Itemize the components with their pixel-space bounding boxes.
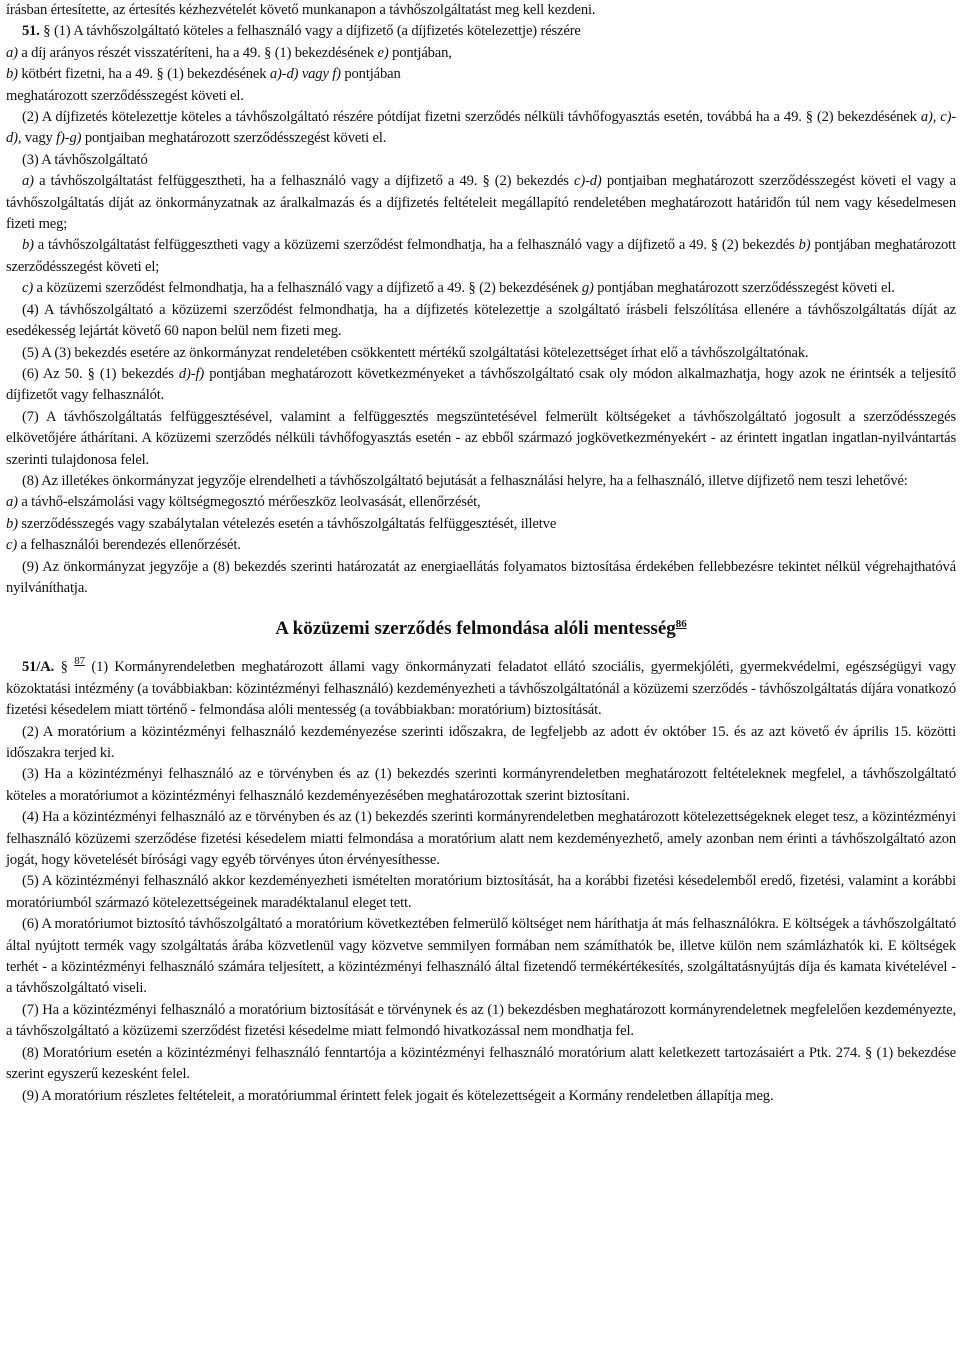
section-51-paragraph-3 <box>6 150 956 171</box>
point-ref: e) <box>377 44 389 61</box>
point-text: a távhő-elszámolási vagy költségmegosztó mérőeszköz leolvasását, ellenőrzését, <box>21 494 481 511</box>
point-text: a felhasználói berendezés ellenőrzését. <box>20 537 241 554</box>
paragraph-text: (4) A távhőszolgáltató a közüzemi szerződést felmondhatja, ha a díjfizetés kötelezettje a szolgáltató írásbeli felszólítása ellenére a távhőszolgáltatás díját az esedékesség lejártát követő 60 napon belül nem fizeti meg. <box>6 301 956 340</box>
section-51-paragraph-3-point-c <box>6 278 956 299</box>
section-51a-paragraph-5 <box>6 871 956 914</box>
section-51a-paragraph-3 <box>6 764 956 807</box>
section-51-paragraph-1: 51. § (1) A távhőszolgáltató köteles a felhasználó vagy a díjfizető (a díjfizetés kötelezettje) részére <box>22 23 581 40</box>
point-label: c) <box>6 537 18 554</box>
section-51a-paragraph-7 <box>6 1000 956 1043</box>
point-label: a) <box>6 44 18 61</box>
section-51a-paragraph-6 <box>6 914 956 1000</box>
paragraph-text: (4) Ha a közintézményi felhasználó az e törvényben és az (1) bekezdés szerinti kormányrendeletben meghatározott kötelezettségeknek eleget tesz, a közintézményi felhasználó közüzemi szerződése fizetési késedelem miatti felmondása a moratórium alatt nem kezdeményezhető, amely azonban nem érinti a távhőszolgáltató azon jogát, hogy követelését bírósági vagy egyéb törvényes úton érvényesíthesse. <box>6 809 956 869</box>
paragraph-text: pontjában meghatározott következményeket a távhőszolgáltató csak oly módon alkalmazhatja, hogy azok ne érintsék a teljesítő díjfizetőt vagy felhasználót. <box>6 365 957 404</box>
point-label: b) <box>6 515 18 532</box>
section-51-paragraph-8-point-b <box>6 514 956 535</box>
section-number: 51. <box>22 23 40 40</box>
point-label: a) <box>6 494 18 511</box>
heading-title: A közüzemi szerződés felmondása alóli mentesség <box>275 618 676 640</box>
point-ref: a), c)-d), <box>6 109 956 147</box>
section-number: 51/A. <box>22 659 55 676</box>
section-51-paragraph-8 <box>6 471 956 492</box>
point-label: b) <box>6 66 18 83</box>
point-ref: g) <box>581 280 594 297</box>
point-text-end: pontjában, <box>392 44 452 61</box>
point-text-end: pontjaiban meghatározott szerződésszegést követi el vagy a távhőszolgáltatás díját az önkormányzatnak az áralkalmazás és a díjfizetés feltételeit megállapító rendeletében meghatározott határidőn túl nem vagy késedelmesen fizeti meg; <box>6 173 957 233</box>
paragraph-text: (9) Az önkormányzat jegyzője a (8) bekezdés szerinti határozatát az energiaellátás folyamatos biztosítása érdekében fellebbezésre tekintet nélkül végrehajthatóvá nyilváníthatja. <box>6 558 956 596</box>
section-51-paragraph-3-point-a <box>6 171 956 235</box>
paragraph-text: (8) Moratórium esetén a közintézményi felhasználó fenntartója a közintézményi felhasználó moratórium alatt keletkezett tartozásaiért a Ptk. 274. § (1) bekezdése szerint egyszerű kezesként felel. <box>6 1044 956 1083</box>
paragraph-text: (5) A (3) bekezdés esetére az önkormányzat rendeletében csökkentett mértékű szolgáltatási kötelezettséget írhat elő a távhőszolgáltatónak. <box>22 344 809 361</box>
paragraph-text: (9) A moratórium részletes feltételeit, a moratóriummal érintett felek jogait és kötelezettségeit a Kormány rendeletben állapítja meg. <box>22 1087 774 1104</box>
section-51-paragraph-9 <box>6 557 956 600</box>
section-51-point-a <box>6 43 956 64</box>
section-51-paragraph-3-point-b <box>6 235 956 278</box>
point-text-end: pontjában meghatározott szerződésszegést követi el. <box>597 280 895 297</box>
paragraph-text: (1) A távhőszolgáltató köteles a felhasználó vagy a díjfizető (a díjfizetés kötelezettje) részére <box>53 23 581 40</box>
paragraph-text: (2) A díjfizetés kötelezettje köteles a távhőszolgáltató részére pótdíjat fizetni szerződés nélküli távhőfogyasztás esetén, továbbá ha a 49. § (2) bekezdésének <box>22 109 917 126</box>
section-51a-paragraph-9 <box>6 1086 956 1107</box>
section-51-paragraph-4 <box>6 300 956 343</box>
point-ref: b) <box>798 237 811 254</box>
point-text: a díj arányos részét visszatéríteni, ha a 49. § (1) bekezdésének <box>21 44 375 61</box>
point-text: a távhőszolgáltatást felfüggesztheti, ha a felhasználó vagy a díjfizető a 49. § (2) bekezdés <box>39 173 569 190</box>
section-51a-paragraph-4 <box>6 807 956 871</box>
section-51-paragraph-7 <box>6 407 956 471</box>
point-label: c) <box>22 280 34 297</box>
paragraph-text: (7) Ha a közintézményi felhasználó a moratórium biztosítását e törvénynek és az (1) bekezdésben meghatározott kormányrendeletnek megfelelően kezdeményezte, a távhőszolgáltató a közüzemi szerződést fizetési késedelme miatt felmondó hivatkozással nem mondhatja fel. <box>6 1001 956 1040</box>
paragraph-text: vagy <box>24 130 53 147</box>
paragraph-text: (7) A távhőszolgáltatás felfüggesztésével, valamint a felfüggesztés megszüntetésével felmerült költségeket a távhőszolgáltató jogosult a szerződésszegés elkövetőjére áthárítani. A közüzemi szerződés nélküli távhőfogyasztás esetén - az ebből származó jogkövetkezményekért - az érintett ingatlan ingatlan-nyilvántartás szerinti tulajdonosa felel. <box>6 408 956 468</box>
section-51-paragraph-5 <box>6 343 956 364</box>
section-51a-paragraph-1: 51/A. § $^{87}$ (1) Kormányrendeletben meghatározott állami vagy önkormányzati feladatot ellátó szociális, gyermekjóléti, gyermekvédelmi, egészségügyi vagy közoktatási intézmény (a továbbiakban: közintézményi felhasználó) kezdeményezheti a távhőszolgáltatónál a közüzemi szerződés - távhőszolgáltatás díjára vonatkozó fizetési késedelem miatt történő - felmondása alóli mentesség (a továbbiakban: moratórium) biztosítását. <box>6 655 956 719</box>
point-text: kötbért fizetni, ha a 49. § (1) bekezdésének <box>21 66 267 83</box>
paragraph-text: (6) Az 50. § (1) bekezdés <box>22 365 174 382</box>
point-ref: f)-g) <box>56 130 82 147</box>
section-51a-paragraph-2 <box>6 722 956 765</box>
section-51-point-b <box>6 64 956 85</box>
point-label: a) <box>22 173 34 190</box>
paragraph-text: (2) A moratórium a közintézményi felhasználó kezdeményezése szerinti időszakra, de legfeljebb az adott év október 15. és az azt követő év április 15. közötti időszakra terjed ki. <box>6 723 956 761</box>
paragraph-text: (3) A távhőszolgáltató <box>22 151 148 168</box>
paragraph-text: (5) A közintézményi felhasználó akkor kezdeményezheti ismételten moratórium biztosítását, ha a korábbi fizetési késedelemből eredő, fizetési, valamint a korábbi moratóriumból származó kötelezettségeinek maradéktalanul eleget tett. <box>6 873 956 911</box>
point-text-end: pontjában meghatározott szerződésszegést követi el; <box>6 237 956 275</box>
section-51-paragraph-8-point-c <box>6 535 956 556</box>
section-51-paragraph-8-point-a <box>6 492 956 513</box>
paragraph-text: pontjaiban meghatározott szerződésszegést követi el. <box>84 130 387 147</box>
paragraph-text: (1) Kormányrendeletben meghatározott állami vagy önkormányzati feladatot ellátó szociális, gyermekjóléti, gyermekvédelmi, egészségügyi vagy közoktatási intézmény (a továbbiakban: közintézményi felhasználó) kezdeményezheti a távhőszolgáltatónál a közüzemi szerződés - távhőszolgáltatás díjára vonatkozó fizetési késedelem miatt történő - felmondása alóli mentesség (a továbbiakban: moratórium) biztosítását. <box>6 659 956 719</box>
point-ref: d)-f) <box>178 365 205 382</box>
section-51a-paragraph-8 <box>6 1043 956 1086</box>
footnote-ref-link[interactable]: 87 <box>74 655 85 668</box>
footnote-ref-link[interactable]: 86 <box>675 618 687 631</box>
point-label: b) <box>22 237 34 254</box>
point-text: a távhőszolgáltatást felfüggesztheti vagy a közüzemi szerződést felmondhatja, ha a felhasználó vagy a díjfizető a 49. § (2) bekezdés <box>37 237 795 254</box>
section-heading <box>6 617 956 641</box>
point-text: a közüzemi szerződést felmondhatja, ha a felhasználó vagy a díjfizető a 49. § (2) bekezdésének <box>36 280 579 297</box>
paragraph-text: (3) Ha a közintézményi felhasználó az e törvényben és az (1) bekezdés szerinti kormányrendeletben meghatározott feltételeknek megfelel, a távhőszolgáltató köteles a moratóriumot a közintézményi felhasználó kezdeményezésében meghatározottak szerint biztosítani. <box>6 766 956 804</box>
section-51-paragraph-2 <box>6 107 956 150</box>
paragraph-intro <box>6 0 956 21</box>
intro-text: írásban értesítette, az értesítés kézhezvételét követő munkanapon a távhőszolgáltatást meg kell kezdeni. <box>6 2 596 18</box>
point-text-end: pontjában <box>344 66 401 83</box>
point-ref: a)-d) vagy f) <box>269 66 341 83</box>
point-ref: c)-d) <box>574 173 602 190</box>
section-51-paragraph-6 <box>6 364 956 407</box>
section-51-paragraph-1-end <box>6 86 956 107</box>
paragraph-text: meghatározott szerződésszegést követi el. <box>6 87 244 104</box>
point-text: szerződésszegés vagy szabálytalan vételezés esetén a távhőszolgáltatás felfüggesztését, illetve <box>21 515 557 532</box>
paragraph-text: (8) Az illetékes önkormányzat jegyzője elrendelheti a távhőszolgáltató bejutását a felhasználási helyre, ha a felhasználó, illetve díjfizető nem teszi lehetővé: <box>22 472 908 489</box>
paragraph-text: (6) A moratóriumot biztosító távhőszolgáltató a moratórium következtében felmerülő költséget nem háríthatja át más felhasználókra. E költségek a távhőszolgáltató által nyújtott termék vagy szolgáltatás árába közvetlenül vagy közvetve semmilyen formában nem számíthatók be, illetve külön nem számlázhatók ki. E költségek terhét - a közintézményi felhasználó számára teljesített, a közintézményi felhasználó által fizetendő termékértékesítés, szolgáltatásnyújtás díja és kamata kivételével - a távhőszolgáltató viseli. <box>6 916 956 997</box>
